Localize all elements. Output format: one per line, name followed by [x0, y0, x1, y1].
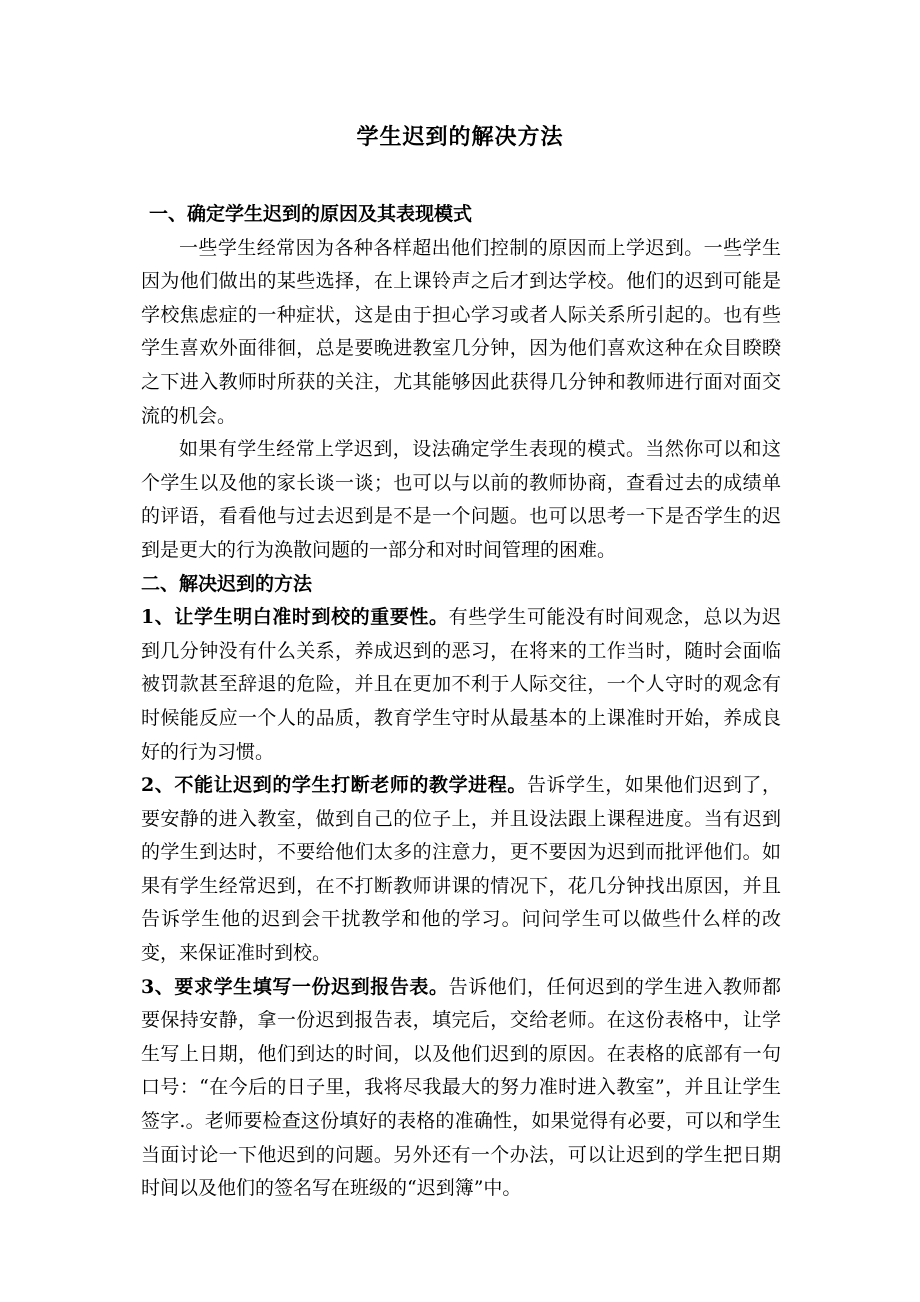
document-title: 学生迟到的解决方法	[356, 124, 564, 150]
method-item-3-body: 告诉他们，任何迟到的学生进入教师都要保持安静，拿一份迟到报告表，填完后，交给老师。在这份表格中，让学生写上日期，他们到达的时间，以及他们迟到的原因。在表格的底部有一句口号：“在今后的日子里，我将尽我最大的努力准时进入教室”，并且让学生签字.。老师要检查这份填好的表格的准确性，如果觉得有必要，可以和学生当面讨论一下他迟到的问题。另外还有一个办法，可以让迟到的学生把日期时间以及他们的签名写在班级的“迟到簿”中。	[141, 975, 781, 1200]
method-item-1-body: 有些学生可能没有时间观念，总以为迟到几分钟没有什么关系，养成迟到的恶习，在将来的工作当时，随时会面临被罚款甚至辞退的危险，并且在更加不利于人际交往，一个人守时的观念有时候能反应一个人的品质，教育学生守时从最基本的上课准时开始，养成良好的行为习惯。	[141, 606, 781, 763]
section-2-heading: 二、解决迟到的方法	[141, 572, 313, 595]
method-item-3-lead: 3、要求学生填写一份迟到报告表。	[141, 975, 449, 998]
method-item-3	[141, 971, 781, 1206]
section-1-paragraph-2: 如果有学生经常上学迟到，设法确定学生表现的模式。当然你可以和这个学生以及他的家长谈一谈；也可以与以前的教师协商，查看过去的成绩单的评语，看看他与过去迟到是不是一个问题。也可以思考一下是否学生的迟到是更大的行为涣散问题的一部分和对时间管理的困难。	[141, 438, 781, 561]
section-1-heading: 一、确定学生迟到的原因及其表现模式	[149, 203, 473, 225]
section-1-paragraph-1: 一些学生经常因为各种各样超出他们控制的原因而上学迟到。一些学生因为他们做出的某些选择，在上课铃声之后才到达学校。他们的迟到可能是学校焦虑症的一种症状，这是由于担心学习或者人际关系所引起的。也有些学生喜欢外面徘徊，总是要晚进教室几分钟，因为他们喜欢这种在众目睽睽之下进入教师时所获的关注，尤其能够因此获得几分钟和教师进行面对面交流的机会。	[141, 236, 781, 427]
method-item-2-lead: 2、不能让迟到的学生打断老师的教学进程。	[141, 774, 527, 797]
method-item-2-body: 告诉学生，如果他们迟到了，要安静的进入教室，做到自己的位子上，并且设法跟上课程进度。当有迟到的学生到达时，不要给他们太多的注意力，更不要因为迟到而批评他们。如果有学生经常迟到，在不打断教师讲课的情况下，花几分钟找出原因，并且告诉学生他的迟到会干扰教学和他的学习。问问学生可以做些什么样的改变，来保证准时到校。	[141, 774, 781, 965]
method-item-1-lead: 1、让学生明白准时到校的重要性。	[141, 606, 449, 629]
method-item-1	[141, 601, 781, 769]
method-item-2	[141, 769, 781, 971]
document-body	[141, 198, 781, 1206]
